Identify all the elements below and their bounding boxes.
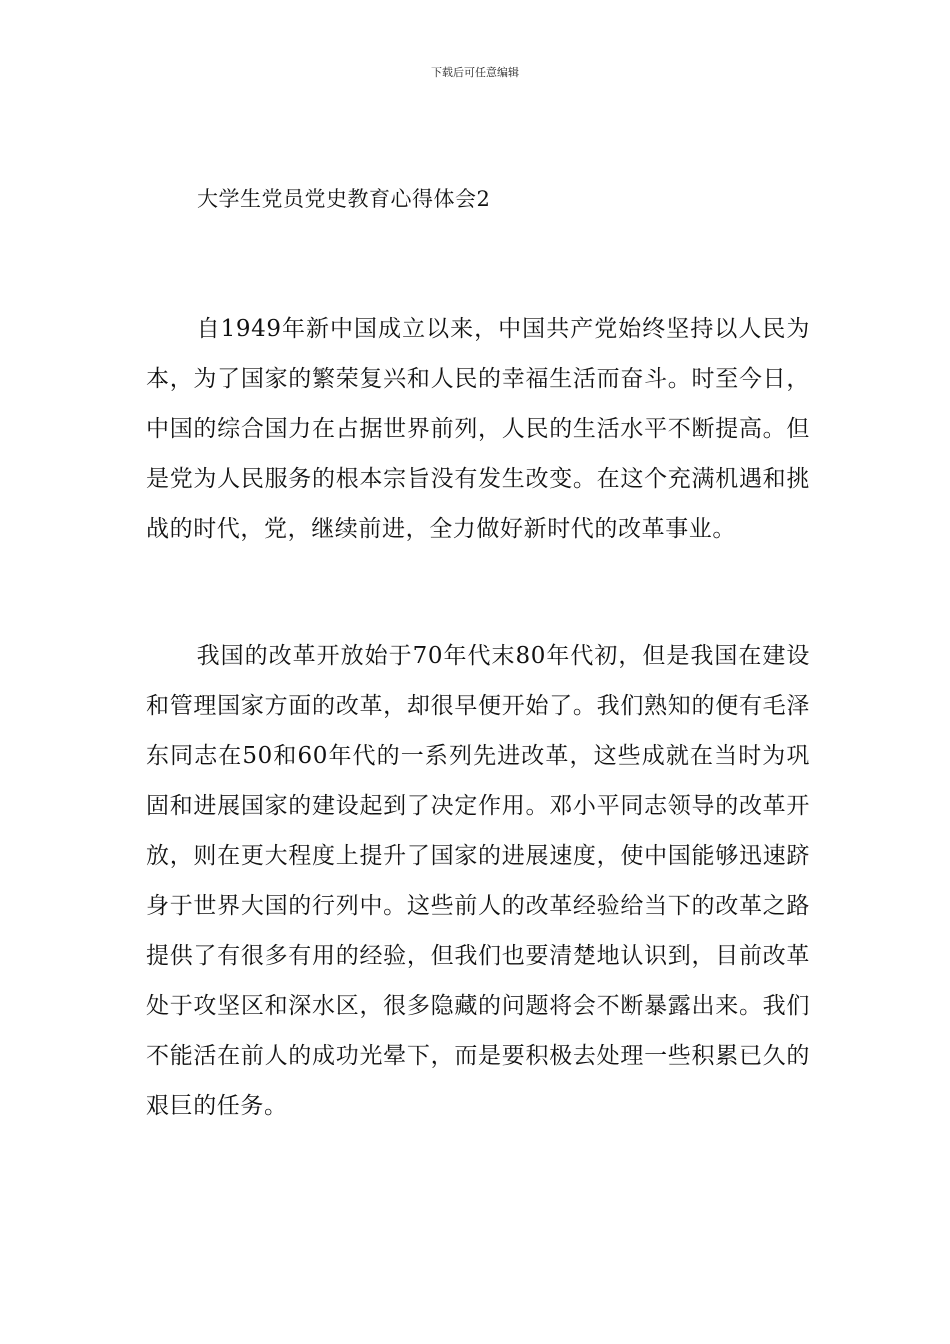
document-title: 大学生党员党史教育心得体会2 — [197, 187, 491, 211]
document-body — [146, 184, 810, 1131]
body-paragraph-1: 自1949年新中国成立以来，中国共产党始终坚持以人民为本，为了国家的繁荣复兴和人民的幸福生活而奋斗。时至今日，中国的综合国力在占据世界前列，人民的生活水平不断提高。但是党为人民服务的根本宗旨没有发生改变。在这个充满机遇和挑战的时代，党，继续前进，全力做好新时代的改革事业。 — [146, 316, 810, 542]
body-paragraph-2: 我国的改革开放始于70年代末80年代初，但是我国在建设和管理国家方面的改革，却很早便开始了。我们熟知的便有毛泽东同志在50和60年代的一系列先进改革，这些成就在当时为巩固和进展国家的建设起到了决定作用。邓小平同志领导的改革开放，则在更大程度上提升了国家的进展速度，使中国能够迅速跻身于世界大国的行列中。这些前人的改革经验给当下的改革之路提供了有很多有用的经验，但我们也要清楚地认识到，目前改革处于攻坚区和深水区，很多隐藏的问题将会不断暴露出来。我们不能活在前人的成功光晕下，而是要积极去处理一些积累已久的艰巨的任务。 — [146, 643, 810, 1119]
page-header-note: 下载后可任意编辑 — [431, 66, 519, 79]
